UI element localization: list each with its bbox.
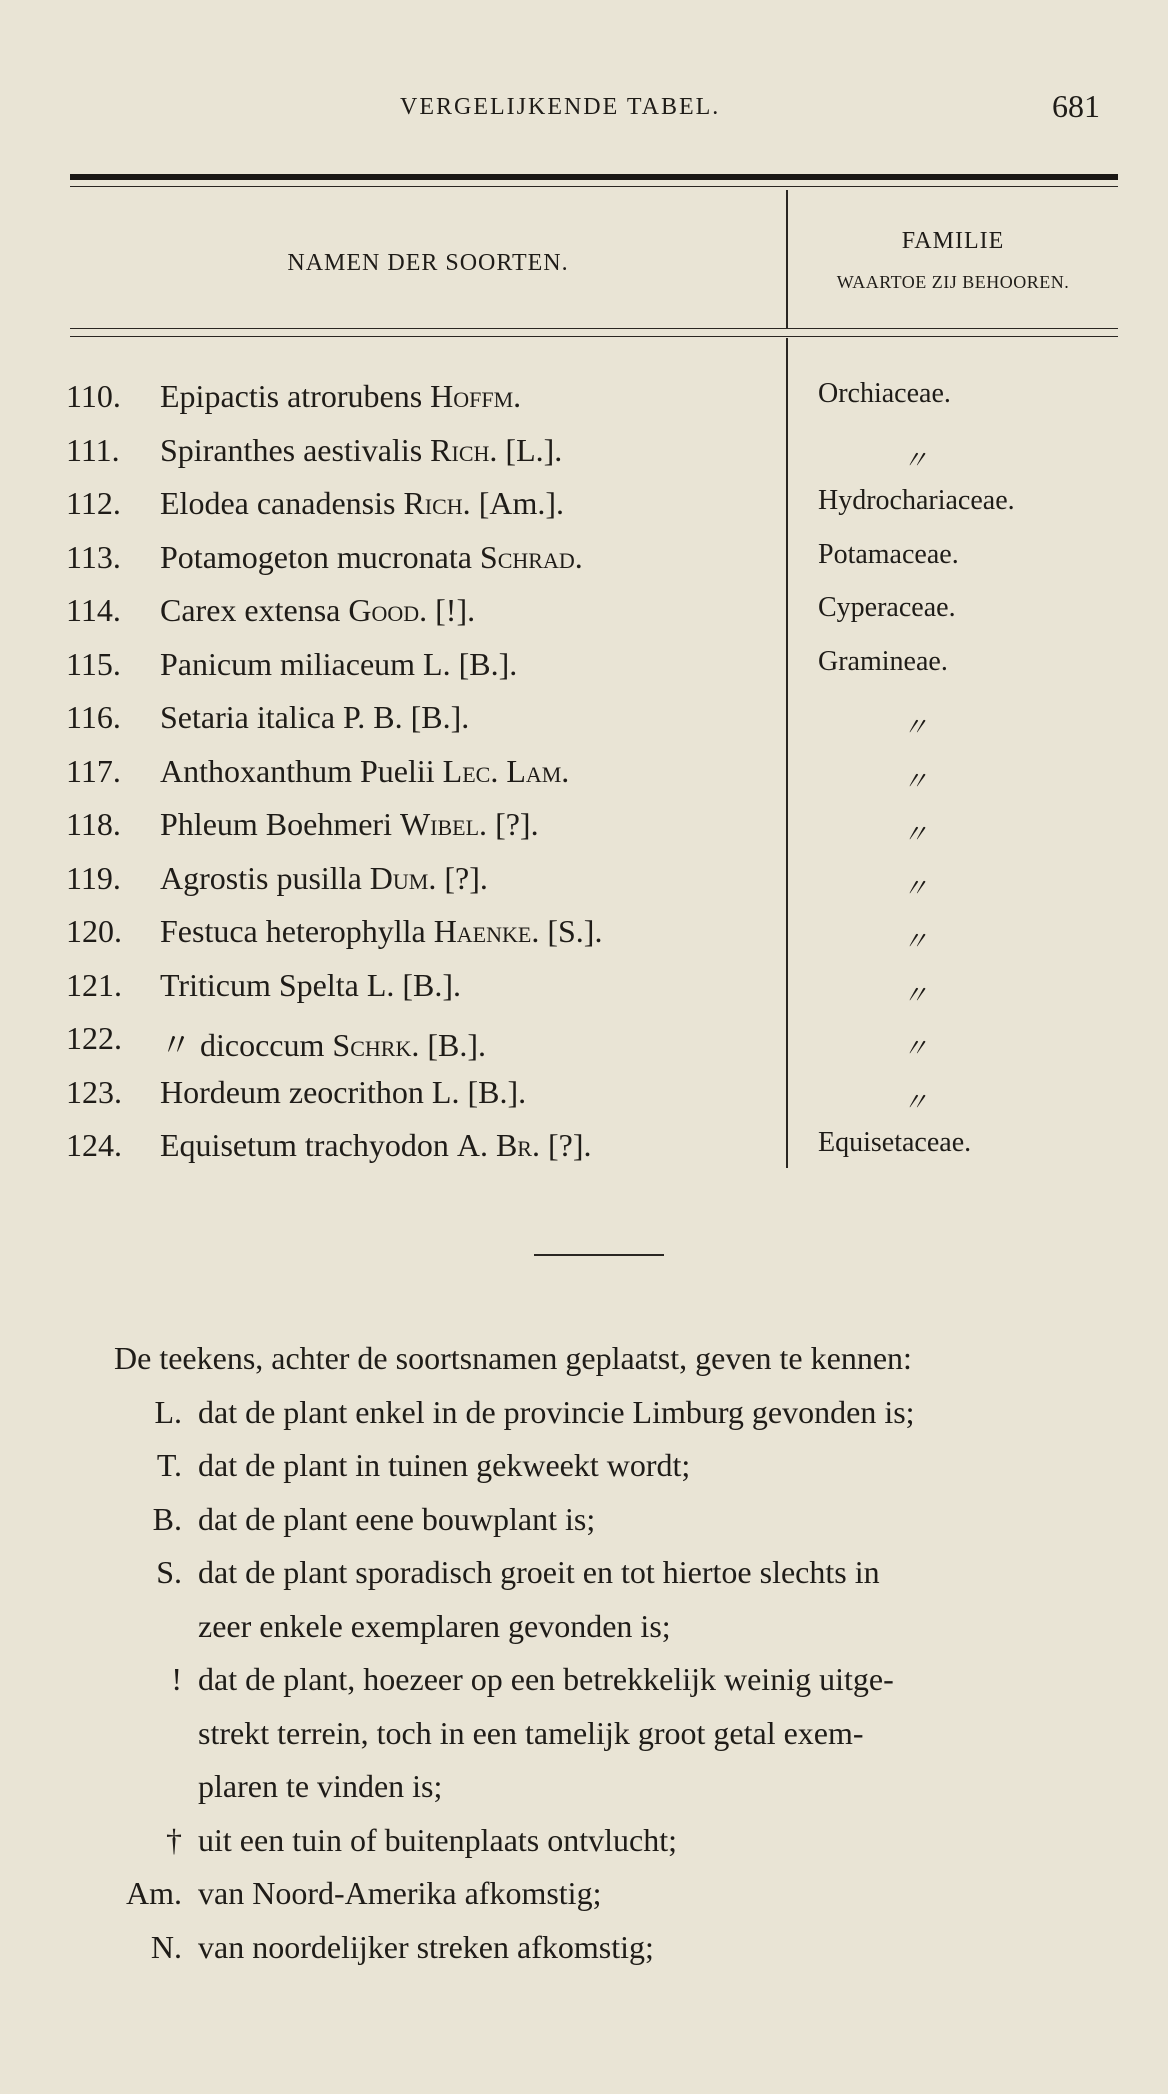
col-header-family-sub: WAARTOE ZIJ BEHOOREN. — [836, 272, 1070, 292]
species-author: L. — [431, 1073, 460, 1110]
legend-text-line: van noordelijker streken afkomstig; — [198, 1928, 654, 1965]
species-note: [Am.]. — [478, 485, 564, 521]
species-author: A. Br. — [456, 1127, 540, 1163]
species-binomial: Anthoxanthum Puelii — [160, 752, 435, 789]
species-number: 112. — [66, 485, 121, 521]
col-header-species-names: NAMEN DER SOORTEN. — [287, 250, 569, 276]
legend-symbol: N. — [150, 1928, 182, 1965]
species-family: Hydrochariaceae. — [818, 485, 1015, 516]
table-row — [0, 860, 1168, 914]
table-row — [0, 432, 1168, 486]
species-author: Lec. Lam. — [442, 752, 570, 789]
legend-symbol: Am. — [126, 1875, 182, 1911]
legend-symbol: B. — [152, 1500, 182, 1537]
species-number: 117. — [66, 752, 121, 789]
header-bottom-rule-1 — [70, 328, 1118, 329]
legend-text-line: dat de plant eene bouwplant is; — [198, 1500, 596, 1537]
species-name — [160, 592, 475, 629]
species-name — [160, 539, 583, 576]
header-bottom-rule-2 — [70, 336, 1118, 337]
species-note: [B.]. — [467, 1073, 527, 1110]
species-number: 111. — [66, 431, 120, 468]
species-name — [160, 432, 562, 469]
species-binomial: Potamogeton mucronata — [160, 538, 472, 575]
table-row — [0, 806, 1168, 860]
header-column-divider — [786, 190, 788, 328]
species-note: [B.]. — [410, 699, 470, 735]
species-name — [160, 646, 517, 683]
table-row — [0, 1074, 1168, 1128]
table-row — [0, 913, 1168, 967]
species-binomial: Elodea canadensis — [160, 485, 396, 521]
species-family: Orchiaceae. — [818, 378, 951, 409]
legend-symbol: ! — [171, 1661, 182, 1697]
species-number: 110. — [66, 378, 121, 414]
species-family: 〃 — [902, 1034, 929, 1063]
species-author: Dum. — [369, 859, 437, 896]
legend-text-line: dat de plant sporadisch groeit en tot hiertoe slechts in — [198, 1554, 880, 1590]
species-name — [160, 860, 488, 897]
species-number: 119. — [66, 859, 121, 896]
species-family: Cyperaceae. — [818, 592, 956, 623]
legend-symbol: † — [166, 1821, 182, 1858]
table-top-rule-thin — [70, 186, 1118, 187]
species-binomial: Epipactis atrorubens — [160, 378, 423, 414]
species-note: [?]. — [495, 806, 539, 842]
species-binomial: Spiranthes aestivalis — [160, 431, 423, 468]
table-row — [0, 646, 1168, 700]
legend-symbol: L. — [154, 1393, 182, 1430]
species-binomial: Phleum Boehmeri — [160, 806, 392, 842]
species-name — [160, 967, 461, 1004]
table-row — [0, 753, 1168, 807]
species-note: [B.]. — [402, 966, 462, 1003]
species-name — [160, 378, 521, 415]
legend-text-line: dat de plant enkel in de provincie Limburg gevonden is; — [198, 1393, 915, 1430]
legend-text-line: dat de plant in tuinen gekweekt wordt; — [198, 1447, 691, 1483]
legend-text-line: zeer enkele exemplaren gevonden is; — [198, 1607, 671, 1644]
species-author: L. — [423, 645, 451, 682]
species-family: Potamaceae. — [818, 538, 959, 570]
section-separator-rule — [534, 1254, 664, 1256]
table-row — [0, 699, 1168, 753]
species-note: [?]. — [444, 859, 488, 896]
species-name — [160, 1074, 526, 1111]
running-title: VERGELIJKENDE TABEL. — [400, 94, 721, 120]
species-name — [160, 1020, 486, 1066]
table-top-rule-thick — [70, 174, 1118, 180]
species-family: 〃 — [902, 873, 929, 903]
table-row — [0, 378, 1168, 432]
table-row — [0, 967, 1168, 1021]
species-number: 122. — [66, 1020, 122, 1056]
species-note: [S.]. — [547, 913, 603, 949]
species-binomial: Setaria italica — [160, 699, 336, 735]
species-number: 118. — [66, 806, 121, 842]
species-name — [160, 1127, 591, 1164]
legend-text-line: uit een tuin of buitenplaats ontvlucht; — [198, 1821, 678, 1858]
species-note: [?]. — [547, 1127, 592, 1163]
species-binomial: Agrostis pusilla — [160, 859, 362, 896]
legend-text-line: plaren te vinden is; — [198, 1768, 443, 1804]
species-number: 123. — [66, 1073, 122, 1110]
species-family: 〃 — [902, 980, 929, 1010]
species-number: 113. — [66, 538, 121, 575]
table-row — [0, 1127, 1168, 1181]
species-number: 114. — [66, 592, 121, 628]
species-note: [B.]. — [458, 645, 518, 682]
species-author: Rich. — [403, 485, 471, 521]
col-header-family: FAMILIE — [901, 228, 1005, 254]
species-binomial: Festuca heterophylla — [160, 913, 426, 949]
legend-text-line: dat de plant, hoezeer op een betrekkelijk weinig uitge- — [198, 1661, 894, 1697]
table-row — [0, 539, 1168, 593]
species-family: 〃 — [902, 766, 929, 796]
species-author: Schrk. — [332, 1027, 420, 1063]
species-number: 116. — [66, 699, 121, 735]
species-author: Rich. — [430, 431, 498, 468]
species-note: [L.]. — [505, 431, 563, 468]
species-author: Wibel. — [399, 806, 488, 842]
species-family: 〃 — [902, 1087, 929, 1117]
legend-text-line: strekt terrein, toch in een tamelijk groot getal exem- — [198, 1714, 864, 1751]
species-name — [160, 806, 539, 843]
species-number: 121. — [66, 966, 122, 1003]
species-note: [B.]. — [427, 1027, 486, 1063]
species-family: Gramineae. — [818, 645, 948, 677]
species-family: 〃 — [902, 820, 929, 849]
species-binomial: 〃 dicoccum — [160, 1027, 325, 1063]
table-row — [0, 592, 1168, 646]
species-binomial: Triticum Spelta — [160, 966, 359, 1003]
species-number: 124. — [66, 1127, 122, 1163]
species-name — [160, 913, 602, 950]
table-row — [0, 485, 1168, 539]
species-name — [160, 485, 564, 522]
species-binomial: Hordeum zeocrithon — [160, 1073, 424, 1110]
species-family: 〃 — [902, 445, 929, 475]
species-family: Equisetaceae. — [818, 1127, 972, 1158]
species-number: 115. — [66, 645, 121, 682]
species-author: P. B. — [343, 699, 403, 735]
table-row — [0, 1020, 1168, 1074]
species-author: Haenke. — [433, 913, 540, 949]
legend-symbol: T. — [156, 1447, 182, 1483]
running-head — [0, 88, 1168, 128]
species-author: Schrad. — [479, 538, 583, 575]
species-binomial: Equisetum trachyodon — [160, 1127, 449, 1163]
species-name — [160, 699, 469, 736]
species-binomial: Panicum miliaceum — [160, 645, 416, 682]
species-family: 〃 — [902, 927, 929, 956]
species-binomial: Carex extensa — [160, 592, 341, 628]
species-name — [160, 753, 569, 790]
species-author: Hoffm. — [430, 378, 522, 414]
species-number: 120. — [66, 913, 122, 949]
legend-symbol: S. — [156, 1554, 182, 1590]
legend-text-line: van Noord-Amerika afkomstig; — [198, 1875, 602, 1911]
species-author: L. — [366, 966, 395, 1003]
page-number: 681 — [1052, 88, 1100, 124]
species-family: 〃 — [902, 713, 929, 742]
species-author: Good. — [348, 592, 428, 628]
species-note: [!]. — [435, 592, 476, 628]
legend-intro: De teekens, achter de soortsnamen geplaatst, geven te kennen: — [114, 1340, 912, 1376]
species-table-body — [0, 378, 1168, 1181]
